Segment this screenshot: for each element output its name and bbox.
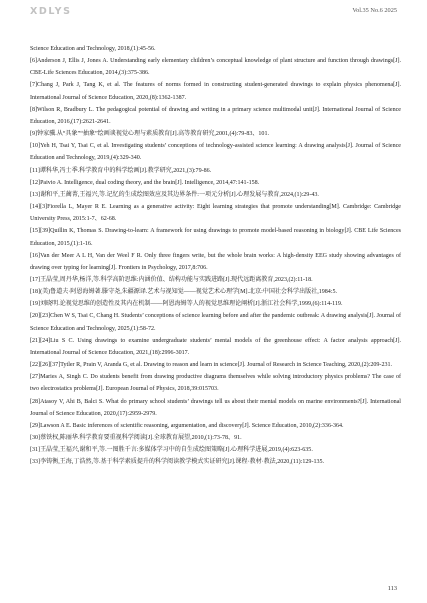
reference-entry: [11]谭科华,冯士季.科学教育中的科学绘画[J].教学研究,2021,(3):79-86. [30, 167, 212, 174]
reference-entry: [22][26][37]Tytler R, Prain V, Aranda G, et al. Drawing to reason and learn in science[J]. Journal of Research in Science Teaching, 2020,(2):209-231. [30, 362, 393, 369]
reference-entry: [29]Lawson A E. Basic inferences of scientific reasoning, argumentation, and discovery[J]. Science Education, 2010,(2):336-364. [30, 422, 344, 429]
reference-entry: [18](美)鲁道夫·阿恩海姆著.滕守尧,朱疆源译.艺术与视知觉——视觉艺术心理学[M].北京:中国社会科学出版社,1984:5. [30, 289, 338, 296]
reference-entry: [14][3]Fiorella L, Mayer R E. Learning as a generative activity: Eight learning strategies that promote understanding[M]. Cambridge: Cambridge University Press, 2015:1-7、62-68. [30, 204, 401, 223]
reference-entry: [7]Chang J, Park J, Tang K, et al. The features of norms formed in constructing student-generated drawings to explain physics phenomena[J]. International Journal of Science Education, 2020,(8):1362-1387. [30, 82, 401, 101]
reference-entry: [13]谢和平,王蔺菁,王福兴,等.记忆的生成绘图效应及其边界条件:一项元分析[J].心理发展与教育,2024,(1):29-43. [30, 191, 319, 198]
reference-entry: [9]钟家骥.从“具象”“抽象”绘画谈视觉心理与素质教育[J].高等教育研究,2001,(4):79-83、101. [30, 131, 269, 138]
journal-logo: XDLYS [30, 6, 72, 17]
reference-entry: [27]Maries A, Singh C. Do students benefit from drawing productive diagrams themselves while solving introductory physics problems? The case of two electrostatics problems[J]. European Journal of Physics, 2018,39:015703. [30, 374, 401, 393]
reference-entry: [21][24]Liu S C. Using drawings to examine undergraduate students’ mental models of the greenhouse effect: A factor analysis approach[J]. International Journal of Science Education, 2021,(18):2996-3017. [30, 337, 401, 356]
reference-entry: [8]Wilson R, Bradbury L. The pedagogical potential of drawing and writing in a primary science multimodal unit[J]. International Journal of Science Education, 2016,(17):2621-2641. [30, 106, 401, 125]
reference-entry: [6]Anderson J, Ellis J, Jones A. Understanding early elementary children’s conceptual knowledge of plant structure and function through drawings[J]. CBE-Life Sciences Education, 2014,(3):375-386. [30, 58, 401, 77]
volume-info: Vol.35 No.6 2025 [352, 7, 397, 14]
reference-entry: [28]Atasoy V, Ahi B, Balci S. What do primary school students’ drawings tell us about their mental models on marine environments?[J]. International Journal of Science Education, 2020,(17):2959-2979. [30, 398, 401, 417]
reference-entry: [19]刘晓明.论视觉思维的创造性及其内在机制——阿恩海姆等人的视觉思维理论阐析[J].浙江社会科学,1999,(6):114-119. [30, 301, 343, 308]
page-header [0, 0, 427, 18]
reference-entry: [33]李铸衡,王海,丁浩然,等.基于科学素质提升的科学阅读教学模式实证研究[J].课程·教材·教法,2020,(11):129-135. [30, 459, 325, 466]
reference-entry: [20][23]Chen W S, Tsai C, Chang H. Students’ conceptions of science learning before and after the pandemic outbreak: A drawing analysis[J]. Journal of Science Education and Technology, 2025,(1):58-72. [30, 313, 401, 332]
reference-entry: [17]王晶莹,周丹华,杨洋,等.科学高阶思维:内涵价值、结构功能与实践进路[J].现代远距离教育,2023,(2):11-18. [30, 276, 313, 283]
reference-entry: [12]Paivio A. Intelligence, dual coding theory, and the brain[J]. Intelligence, 2014,47:141-158. [30, 179, 260, 186]
reference-entry: [15][39]Quillin K, Thomas S. Drawing-to-learn: A framework for using drawings to promote model-based reasoning in biology[J]. CBE Life Sciences Education, 2015,(1):1-16. [30, 228, 401, 247]
reference-entry: Science Education and Technology, 2018,(1):45-56. [30, 46, 156, 52]
reference-list [30, 43, 401, 468]
reference-entry: [16]Van der Meer A L H, Van der Weel F R. Only three fingers write, but the whole brain works: A high-density EEG study showing advantages of drawing over typing for learning[J]. Frontiers in Psychology, 2017,8:706. [30, 252, 401, 271]
reference-entry: [10]Yeh H, Tsai Y, Tsai C, et al. Investigating students’ conceptions of technology-assisted science learning: A drawing analysis[J]. Journal of Science Education and Technology, 2019,(4):329-340. [30, 143, 401, 162]
page-number: 113 [387, 585, 397, 592]
reference-entry: [30]蔡铁权,陈丽华.科学教育要重视科学阅读[J].全球教育展望,2010,(1):73-78、91. [30, 435, 242, 441]
reference-entry: [31]王晶莹,王福兴,谢和平,等.一图胜千言:多媒体学习中的自生成绘图策略[J].心理科学进展,2019,(4):623-635. [30, 447, 313, 454]
